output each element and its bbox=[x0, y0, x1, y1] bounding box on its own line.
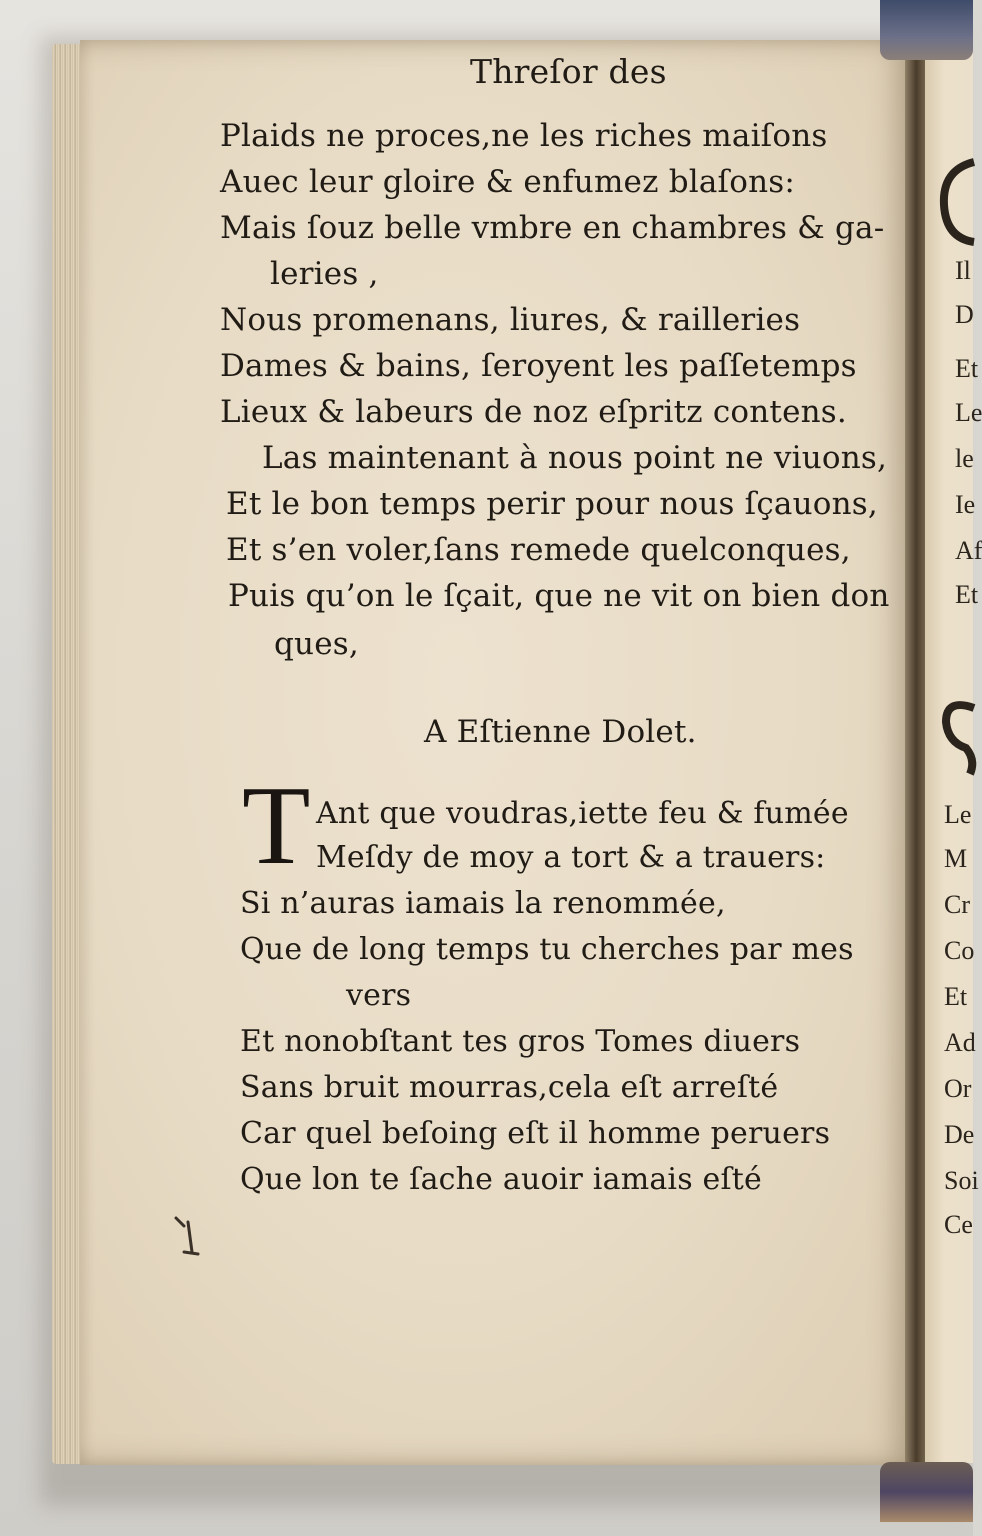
facing-fragment: Af bbox=[955, 536, 982, 565]
spine-bottom bbox=[880, 1462, 973, 1522]
poem-line: Et nonobſtant tes gros Tomes diuers bbox=[240, 1024, 801, 1059]
facing-fragment: Il bbox=[955, 256, 971, 285]
poem-line: Lieux & labeurs de noz eſpritz contens. bbox=[220, 394, 847, 430]
poem-line: Et le bon temps perir pour nous ſçauons, bbox=[226, 486, 878, 522]
poem-title: A Eſtienne Dolet. bbox=[424, 714, 697, 750]
facing-fragment: Or bbox=[944, 1074, 972, 1103]
poem-line: ques, bbox=[274, 626, 359, 662]
facing-fragment: Ad bbox=[944, 1028, 976, 1057]
facing-fragment: Et bbox=[955, 354, 979, 383]
poem-line: Et s’en voler,ſans remede quelconques, bbox=[226, 532, 851, 568]
ink-mark-icon bbox=[170, 1212, 210, 1262]
poem-line: Las maintenant à nous point ne viuons, bbox=[262, 440, 888, 476]
running-head: Threſor des bbox=[470, 52, 667, 91]
facing-fragment: Co bbox=[944, 936, 975, 965]
facing-fragment: Et bbox=[944, 982, 968, 1011]
poem-line: Ant que voudras,iette feu & fumée bbox=[316, 796, 849, 831]
poem-line: Puis qu’on le ſçait, que ne vit on bien don bbox=[228, 578, 890, 614]
facing-initial-s-shape-icon bbox=[936, 690, 976, 790]
facing-fragment: M bbox=[944, 844, 968, 873]
poem-line: Si n’auras iamais la renommée, bbox=[240, 886, 726, 921]
facing-fragment: Cr bbox=[944, 890, 970, 919]
poem-line: leries , bbox=[270, 256, 379, 292]
facing-fragment: le bbox=[955, 444, 974, 473]
facing-fragment: Et bbox=[955, 580, 979, 609]
facing-fragment: De bbox=[944, 1120, 975, 1149]
poem-line: Que de long temps tu cherches par mes bbox=[240, 932, 854, 967]
book-gutter bbox=[905, 40, 927, 1470]
poem-line: Auec leur gloire & enfumez blaſons: bbox=[220, 164, 795, 200]
facing-page-initial-s bbox=[936, 690, 976, 814]
poem-line: Que lon te ſache auoir iamais eſté bbox=[240, 1162, 763, 1197]
poem-line: Car quel beſoing eſt il homme peruers bbox=[240, 1116, 831, 1151]
poem-line: Nous promenans, liures, & railleries bbox=[220, 302, 801, 338]
poem-line: Dames & bains, ſeroyent les paſſetemps bbox=[220, 348, 857, 384]
drop-cap: T bbox=[242, 764, 311, 888]
facing-fragment: D bbox=[955, 300, 974, 329]
facing-fragment: Soi bbox=[944, 1166, 979, 1195]
facing-fragment: Le bbox=[955, 398, 982, 427]
poem-line: Plaids ne proces,ne les riches maiſons bbox=[220, 118, 828, 154]
facing-fragment: Le bbox=[944, 800, 972, 829]
facing-fragment: Ce bbox=[944, 1210, 973, 1239]
facing-initial-shape-icon bbox=[936, 150, 976, 250]
poem-line: vers bbox=[346, 978, 412, 1013]
poem-line: Sans bruit mourras,cela eſt arreſté bbox=[240, 1070, 779, 1105]
poem-line: Mais ſouz belle vmbre en chambres & ga- bbox=[220, 210, 885, 246]
poem-line: Meſdy de moy a tort & a trauers: bbox=[316, 840, 826, 875]
facing-fragment: Ie bbox=[955, 490, 976, 519]
spine-top bbox=[880, 0, 973, 60]
